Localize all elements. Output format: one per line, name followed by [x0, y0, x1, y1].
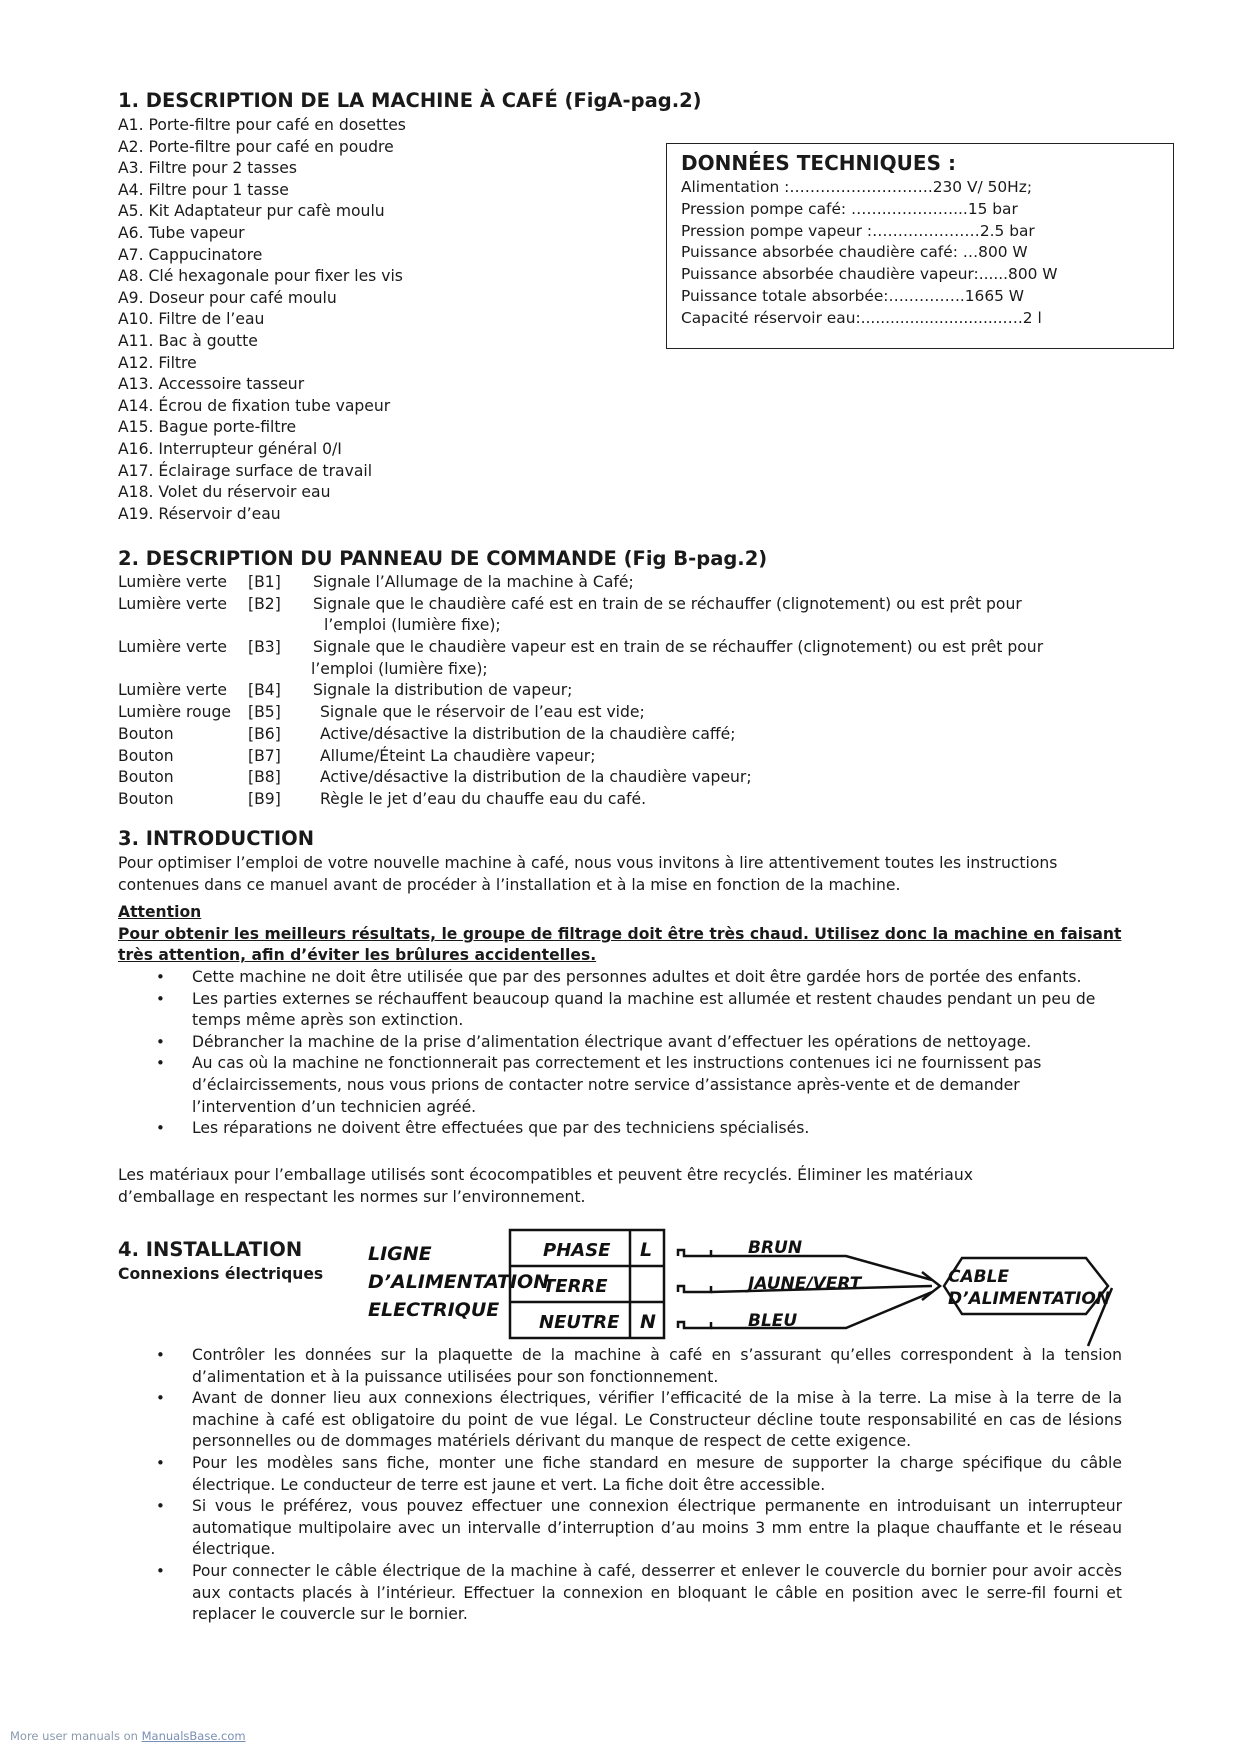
technical-data-item: Puissance absorbée chaudière café: …800 W	[681, 243, 1028, 262]
indicator-description: Signale que le chaudière café est en train de se réchauffer (clignotement) ou est prêt pour	[313, 594, 1022, 613]
section-1-title: 1. DESCRIPTION DE LA MACHINE À CAFÉ (FigA-pag.2)	[118, 89, 702, 112]
wire-color-yellow-green: JAUNE/VERT	[748, 1274, 862, 1294]
indicator-code: [B2]	[248, 594, 281, 613]
control-panel-row	[118, 767, 1118, 789]
packaging-text: Les matériaux pour l’emballage utilisés sont écocompatibles et peuvent être recyclés. Éliminer les matériaux d’emballage en respectant les normes sur l’environnement.	[118, 1166, 973, 1206]
indicator-description: Signale que le réservoir de l’eau est vide;	[320, 703, 645, 722]
machine-part-item: A6. Tube vapeur	[118, 223, 245, 242]
terminal-neutral: NEUTRE	[539, 1312, 620, 1333]
indicator-code: [B8]	[248, 768, 281, 787]
safety-bullet-item: • Les réparations ne doivent être effectuées que par des techniciens spécialisés.	[118, 1118, 1098, 1140]
machine-part-item: A18. Volet du réservoir eau	[118, 483, 331, 502]
power-line-label-3: ELECTRIQUE	[368, 1299, 500, 1321]
terminal-earth: TERRE	[543, 1276, 608, 1297]
indicator-description: Active/désactive la distribution de la chaudière vapeur;	[320, 768, 752, 787]
wire-color-brown: BRUN	[748, 1238, 803, 1258]
installation-bullet-item: • Si vous le préférez, vous pouvez effectuer une connexion électrique permanente en introduisant un interrupteur automatique multipolaire avec un intervalle d’interruption d’au moins 3 mm entre la plaque chauffante et le réseau électrique.	[118, 1496, 1122, 1561]
control-panel-row-continuation	[118, 615, 1118, 637]
indicator-code: [B7]	[248, 746, 281, 765]
machine-part-item: A13. Accessoire tasseur	[118, 375, 305, 394]
installation-bullet-item: • Pour les modèles sans fiche, monter une fiche standard en mesure de supporter la charge spécifique du câble électrique. Le conducteur de terre est jaune et vert. La fiche doit être accessible.	[118, 1453, 1122, 1496]
wiring-diagram	[366, 1226, 1126, 1348]
machine-part-item: A16. Interrupteur général 0/I	[118, 439, 342, 458]
footer	[10, 1729, 246, 1743]
machine-part-item: A8. Clé hexagonale pour fixer les vis	[118, 267, 403, 286]
technical-data-item: Puissance totale absorbée:….………..1665 W	[681, 286, 1025, 305]
machine-part-item: A15. Bague porte-filtre	[118, 418, 297, 437]
indicator-code: [B5]	[248, 703, 281, 722]
safety-bullet-item: • Les parties externes se réchauffent beaucoup quand la machine est allumée et restent chaudes pendant un peu de temps même après son extinction.	[118, 989, 1098, 1032]
machine-part-item: A19. Réservoir d’eau	[118, 504, 281, 523]
indicator-code: [B4]	[248, 681, 281, 700]
control-panel-row	[118, 572, 1118, 594]
power-line-label-1: LIGNE	[368, 1243, 432, 1265]
indicator-type: Lumière verte	[118, 681, 227, 700]
control-panel-row	[118, 680, 1118, 702]
indicator-description: Règle le jet d’eau du chauffe eau du café.	[320, 789, 647, 808]
machine-part-item: A14. Écrou de fixation tube vapeur	[118, 396, 391, 415]
indicator-type: Bouton	[118, 789, 174, 808]
control-panel-row	[118, 637, 1118, 659]
technical-data-box	[666, 143, 1174, 349]
control-panel-row	[118, 789, 1118, 811]
installation-bullet-list	[118, 1345, 1122, 1626]
wire-color-blue: BLEU	[748, 1311, 798, 1331]
safety-bullet-list	[118, 967, 1098, 1140]
indicator-type: Lumière rouge	[118, 703, 232, 722]
terminal-phase: PHASE	[543, 1240, 611, 1261]
indicator-code: [B3]	[248, 638, 281, 657]
control-panel-row-continuation	[118, 659, 1118, 681]
control-panel-row	[118, 746, 1118, 768]
footer-prefix: More user manuals on	[10, 1729, 142, 1743]
machine-parts-list	[118, 115, 406, 525]
technical-data-item: Puissance absorbée chaudière vapeur:......800 W	[681, 265, 1058, 284]
introduction-text: Pour optimiser l’emploi de votre nouvelle machine à café, nous vous invitons à lire attentivement toutes les instructions contenues dans ce manuel avant de procéder à l’installation et à la mise en fonction de la machine.	[118, 854, 1058, 894]
attention-text: Pour obtenir les meilleurs résultats, le groupe de filtrage doit être très chaud. Utilisez donc la machine en faisant très attention, afin d’éviter les brûlures accidentelles.	[118, 925, 1122, 964]
machine-part-item: A17. Éclairage surface de travail	[118, 461, 373, 480]
terminal-code-n: N	[640, 1311, 656, 1333]
indicator-type: Bouton	[118, 746, 174, 765]
indicator-description-continuation: l’emploi (lumière fixe);	[311, 659, 488, 678]
technical-data-item: Pression pompe vapeur :…………………2.5 bar	[681, 221, 1035, 240]
indicator-type: Bouton	[118, 724, 174, 743]
control-panel-row	[118, 724, 1118, 746]
control-panel-table	[118, 572, 1118, 811]
machine-part-item: A10. Filtre de l’eau	[118, 310, 265, 329]
indicator-type: Lumière verte	[118, 638, 227, 657]
section-4-title: 4. INSTALLATION	[118, 1238, 303, 1261]
machine-part-item: A7. Cappucinatore	[118, 245, 263, 264]
safety-bullet-item: • Débrancher la machine de la prise d’alimentation électrique avant d’effectuer les opérations de nettoyage.	[118, 1032, 1098, 1054]
safety-bullet-item: • Au cas où la machine ne fonctionnerait pas correctement et les instructions contenues ici ne fournissent pas d’éclaircissements, nous vous prions de contacter notre service d’assistance après-vente et de demander l’intervention d’un technicien agréé.	[118, 1053, 1098, 1118]
machine-part-item: A11. Bac à goutte	[118, 331, 258, 350]
indicator-code: [B6]	[248, 724, 281, 743]
machine-part-item: A3. Filtre pour 2 tasses	[118, 159, 297, 178]
installation-bullet-item: • Contrôler les données sur la plaquette de la machine à café en s’assurant qu’elles correspondent à la tension d’alimentation et à la puissance utilisées pour son fonctionnement.	[118, 1345, 1122, 1388]
machine-part-item: A2. Porte-filtre pour café en poudre	[118, 137, 394, 156]
electrical-connections-subtitle: Connexions électriques	[118, 1265, 324, 1283]
indicator-description-continuation: l’emploi (lumière fixe);	[324, 616, 501, 635]
machine-part-item: A5. Kit Adaptateur pur cafè moulu	[118, 202, 385, 221]
section-3-title: 3. INTRODUCTION	[118, 827, 315, 850]
power-cable-label-1: CABLE	[948, 1267, 1010, 1287]
indicator-code: [B9]	[248, 789, 281, 808]
indicator-code: [B1]	[248, 573, 281, 591]
indicator-description: Signale que le chaudière vapeur est en train de se réchauffer (clignotement) ou est prêt pour	[313, 638, 1044, 657]
machine-part-item: A1. Porte-filtre pour café en dosettes	[118, 116, 406, 134]
technical-data-item: Pression pompe café: ……..…………...15 bar	[681, 199, 1018, 218]
indicator-type: Lumière verte	[118, 594, 227, 613]
indicator-description: Signale l’Allumage de la machine à Café;	[313, 573, 634, 591]
technical-data-item: Alimentation :……………………….230 V/ 50Hz;	[681, 178, 1033, 196]
installation-bullet-item: • Avant de donner lieu aux connexions électriques, vérifier l’efficacité de la mise à la terre. La mise à la terre de la machine à café est obligatoire du point de vue légal. Le Constructeur décline toute responsabilité en cas de lésions personnelles ou de dommages matériels dérivant du manque de respect de cette exigence.	[118, 1388, 1122, 1453]
safety-bullet-item: • Cette machine ne doit être utilisée que par des personnes adultes et doit être gardée hors de portée des enfants.	[118, 967, 1098, 989]
technical-data-item: Capacité réservoir eau:.............................….2 l	[681, 308, 1042, 327]
attention-label: Attention	[118, 903, 202, 921]
indicator-description: Allume/Éteint La chaudière vapeur;	[320, 746, 596, 765]
power-cable-label-2: D’ALIMENTATION	[948, 1289, 1111, 1309]
footer-link[interactable]: ManualsBase.com	[141, 1729, 246, 1743]
machine-part-item: A9. Doseur pour café moulu	[118, 288, 337, 307]
indicator-type: Lumière verte	[118, 573, 227, 591]
power-line-label-2: D’ALIMENTATION	[368, 1271, 550, 1293]
machine-part-item: A12. Filtre	[118, 353, 197, 372]
indicator-description: Active/désactive la distribution de la chaudière caffé;	[320, 724, 736, 743]
indicator-type: Bouton	[118, 768, 174, 787]
control-panel-row	[118, 594, 1118, 616]
technical-data-title: DONNÉES TECHNIQUES :	[681, 151, 956, 175]
technical-data-list	[681, 177, 1173, 330]
installation-bullet-item: • Pour connecter le câble électrique de la machine à café, desserrer et enlever le couvercle du bornier pour avoir accès aux contacts placés à l’intérieur. Effectuer la connexion en bloquant le câble en position avec le serre-fil fourni et replacer le couvercle sur le bornier.	[118, 1561, 1122, 1626]
terminal-code-l: L	[640, 1239, 653, 1261]
control-panel-row	[118, 702, 1118, 724]
indicator-description: Signale la distribution de vapeur;	[313, 681, 573, 700]
machine-part-item: A4. Filtre pour 1 tasse	[118, 180, 289, 199]
section-2-title: 2. DESCRIPTION DU PANNEAU DE COMMANDE (Fig B-pag.2)	[118, 547, 768, 570]
